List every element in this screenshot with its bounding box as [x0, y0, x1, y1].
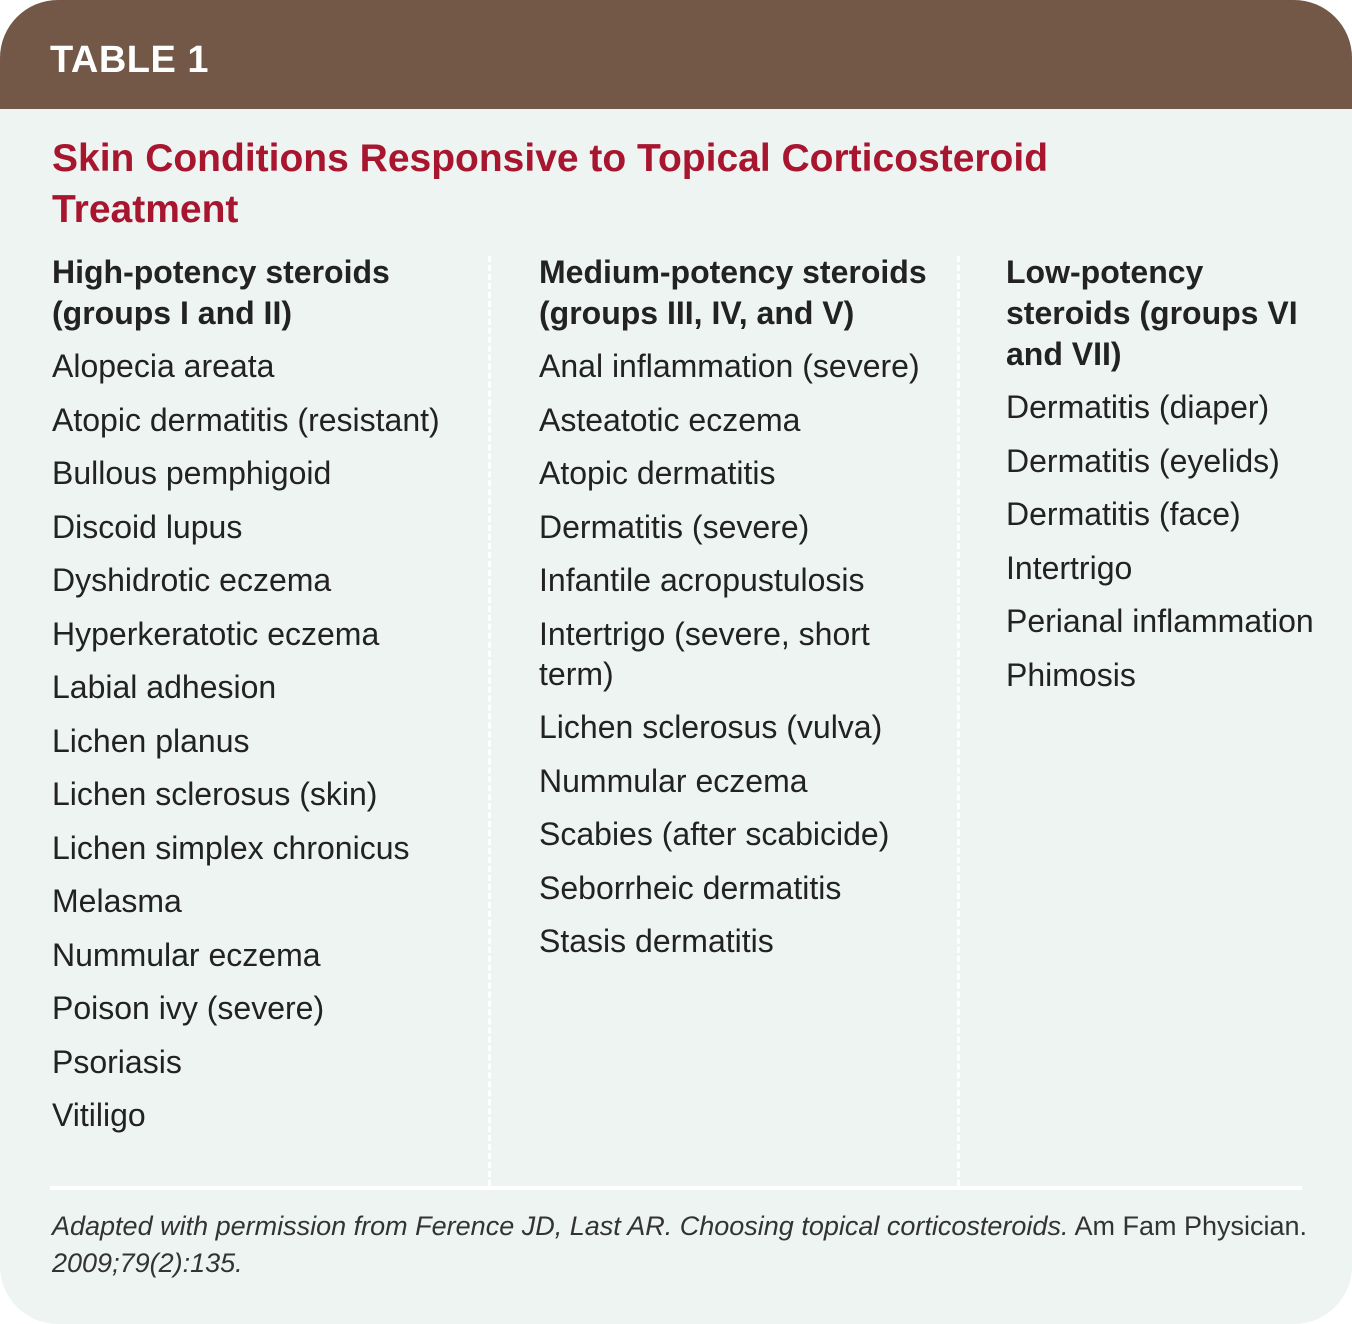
- list-item: Asteatotic eczema: [539, 401, 801, 438]
- column-heading: Low-potency steroids (groups VI and VII): [1006, 254, 1298, 372]
- list-item: Melasma: [52, 883, 182, 919]
- list-item: Dyshidrotic eczema: [52, 562, 332, 598]
- list-item: Infantile acropustulosis: [539, 562, 865, 598]
- list-item: Dermatitis (diaper): [1006, 389, 1270, 425]
- list-item: Intertrigo (severe, short term): [539, 615, 870, 692]
- list-item: Dermatitis (eyelids): [1006, 442, 1280, 479]
- footnote-volume: 2009;79(2):135.: [52, 1248, 243, 1278]
- list-item: Atopic dermatitis: [539, 455, 776, 491]
- list-item: Dermatitis (severe): [539, 508, 810, 545]
- list-item: Nummular eczema: [539, 762, 808, 799]
- list-item: Poison ivy (severe): [52, 990, 325, 1026]
- list-item: Phimosis: [1006, 656, 1136, 693]
- list-item: Discoid lupus: [52, 508, 243, 545]
- column-divider: [488, 256, 491, 1186]
- list-item: Psoriasis: [52, 1043, 182, 1080]
- list-item: Anal inflammation (severe): [539, 348, 920, 384]
- list-item: Atopic dermatitis (resistant): [52, 401, 440, 438]
- column-heading: High-potency steroids (groups I and II): [52, 254, 390, 331]
- list-item: Lichen planus: [52, 722, 250, 759]
- list-item: Lichen simplex chronicus: [52, 829, 410, 866]
- list-item: Lichen sclerosus (skin): [52, 776, 378, 812]
- list-item: Scabies (after scabicide): [539, 816, 890, 852]
- list-item: Stasis dermatitis: [539, 923, 774, 959]
- footnote-citation: Adapted with permission from Ference JD, Last AR. Choosing topical corticosteroids.: [52, 1211, 1069, 1241]
- list-item: Labial adhesion: [52, 669, 277, 705]
- table-title: Skin Conditions Responsive to Topical Corticosteroid Treatment: [52, 137, 1049, 231]
- list-item: Hyperkeratotic eczema: [52, 615, 380, 652]
- table-label: TABLE 1: [0, 0, 1352, 109]
- list-item: Seborrheic dermatitis: [539, 869, 842, 906]
- column-high-potency: [52, 252, 472, 1149]
- footnote-divider: [50, 1186, 1302, 1190]
- column-divider: [957, 256, 960, 1186]
- list-item: Intertrigo: [1006, 549, 1133, 586]
- column-low-potency: [1006, 252, 1326, 708]
- source-footnote: [52, 1208, 1312, 1282]
- list-item: Alopecia areata: [52, 348, 275, 384]
- column-heading: Medium-potency steroids (groups III, IV, and V): [539, 254, 927, 331]
- list-item: Perianal inflammation: [1006, 603, 1314, 639]
- list-item: Dermatitis (face): [1006, 496, 1241, 532]
- list-item: Bullous pemphigoid: [52, 455, 332, 491]
- footnote-journal: Am Fam Physician.: [1068, 1211, 1308, 1241]
- list-item: Lichen sclerosus (vulva): [539, 709, 883, 745]
- list-item: Nummular eczema: [52, 936, 321, 973]
- column-medium-potency: [539, 252, 939, 975]
- list-item: Vitiligo: [52, 1097, 146, 1133]
